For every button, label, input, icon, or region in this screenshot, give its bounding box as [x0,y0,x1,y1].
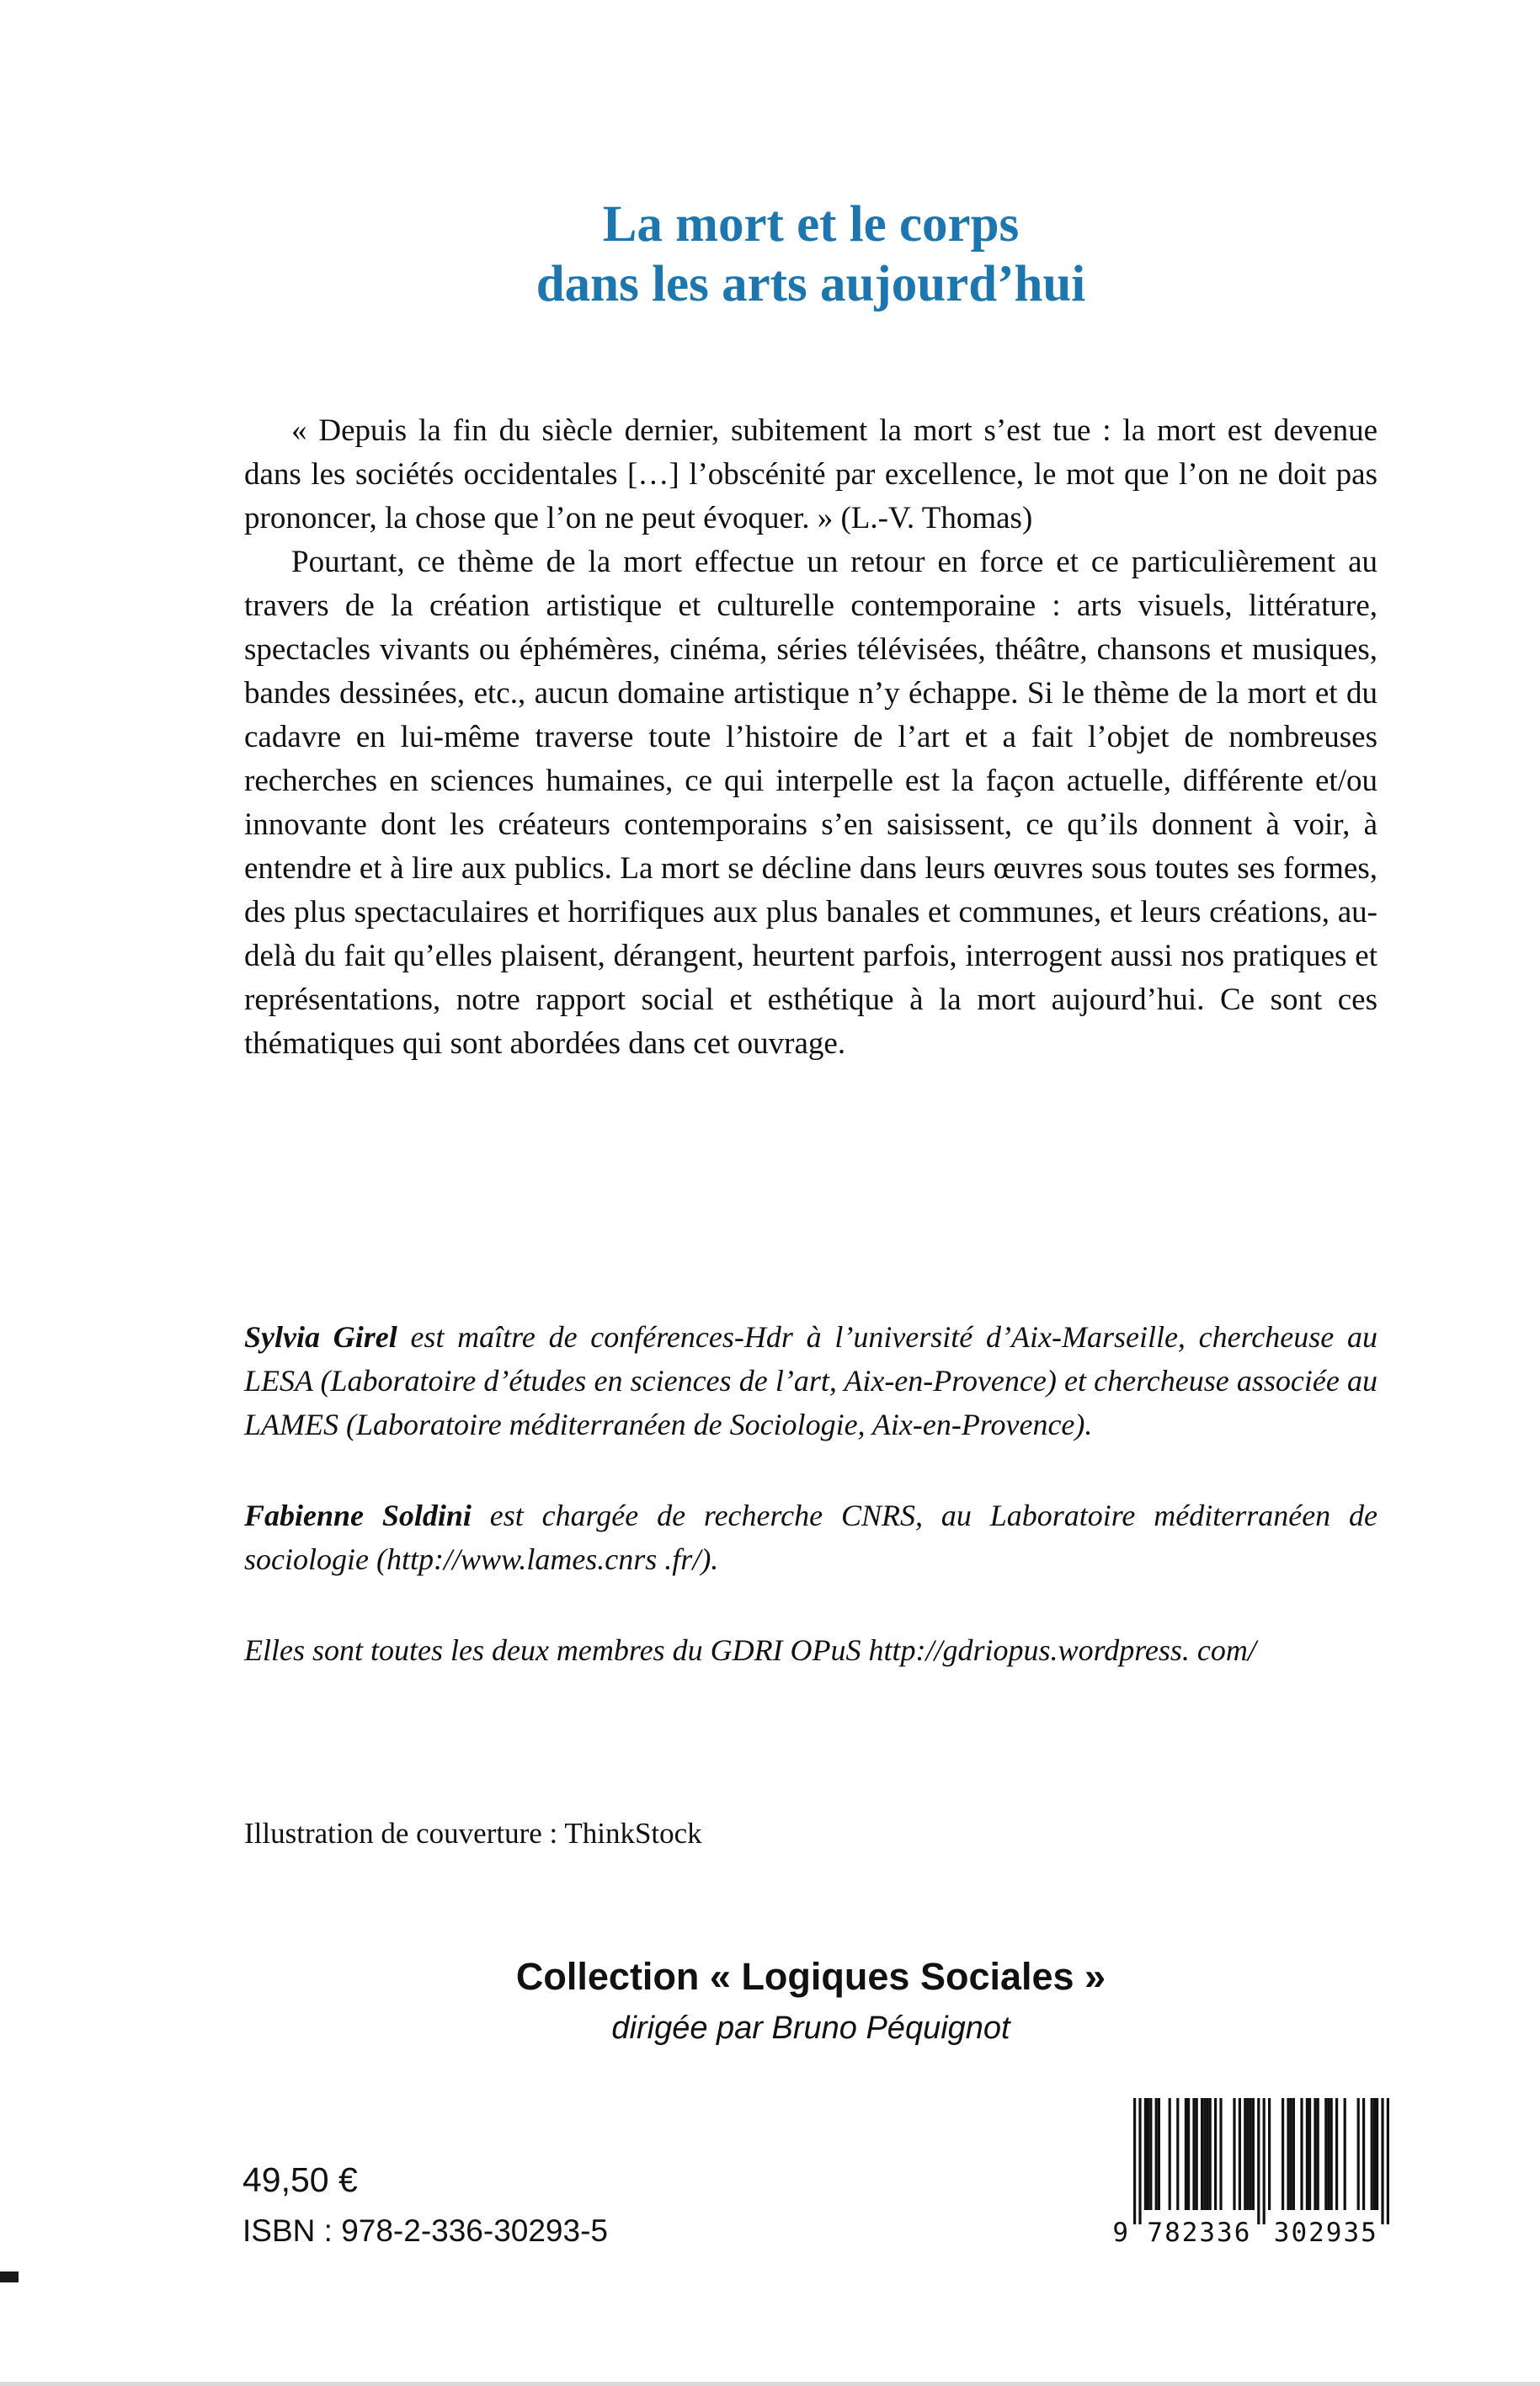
isbn-label: ISBN : 978-2-336-30293-5 [242,2213,608,2248]
author-name: Fabienne Soldini [244,1499,472,1532]
collection-block [244,1955,1377,2047]
back-cover-text [244,409,1377,1066]
author-name: Sylvia Girel [244,1320,397,1354]
price: 49,50 € [242,2160,358,2199]
svg-text:302935: 302935 [1273,2218,1378,2246]
book-title-line2: dans les arts aujourd’hui [536,255,1086,312]
svg-text:9: 9 [1112,2218,1128,2246]
barcode [1108,2098,1396,2246]
bio-text: est chargée de recherche CNRS, au Laboratoire méditerranéen de sociologie (http://www.lames.cnrs .fr/). [244,1499,1378,1576]
bio-text: Elles sont toutes les deux membres du GDRI OPuS http://gdriopus.wordpress. com/ [244,1633,1256,1667]
collection-title: Collection « Logiques Sociales » [515,1955,1106,1998]
cover-illustration-credit: Illustration de couverture : ThinkStock [244,1817,702,1850]
back-cover-quote: « Depuis la fin du siècle dernier, subitement la mort s’est tue : la mort est devenue dans les sociétés occidentales […] l’obscénité par excellence, le mot que l’on ne doit pas prononcer, la chose que l’on ne peut évoquer. » (L.-V. Thomas) [244,413,1377,535]
bio-paragraph-fabienne-soldini [244,1494,1377,1581]
printer-crop-mark [0,2271,19,2282]
back-cover-summary: Pourtant, ce thème de la mort effectue un retour en force et ce particulièrement au travers de la création artistique et culturelle contemporaine : arts visuels, littérature, spectacles vivants ou éphémères, cinéma, séries télévisées, théâtre, chansons et musiques, bandes dessinées, etc., aucun domaine artistique n’y échappe. Si le thème de la mort et du cadavre en lui-même traverse toute l’histoire de l’art et a fait l’objet de nombreuses recherches en sciences humaines, ce qui interpelle est la façon actuelle, différente et/ou innovante dont les créateurs contemporains s’en saisissent, ce qu’ils donnent à voir, à entendre et à lire aux publics. La mort se décline dans leurs œuvres sous toutes ses formes, des plus spectaculaires et horrifiques aux plus banales et communes, et leurs créations, au-delà du fait qu’elles plaisent, dérangent, heurtent parfois, interrogent aussi nos pratiques et représentations, notre rapport social et esthétique à la mort aujourd’hui. Ce sont ces thématiques qui sont abordées dans cet ouvrage. [244,545,1377,1061]
bio-paragraph-sylvia-girel [244,1315,1377,1446]
svg-text:782336: 782336 [1147,2218,1252,2246]
author-bios [244,1315,1377,1719]
page-edge [0,2382,1540,2386]
price-isbn-block [242,2160,608,2249]
bio-paragraph-shared [244,1628,1377,1672]
collection-director: dirigée par Bruno Péquignot [611,2011,1010,2046]
book-title [244,195,1377,315]
bio-text: est maître de conférences-Hdr à l’université d’Aix-Marseille, chercheuse au LESA (Laboratoire d’études en sciences de l’art, Aix-en-Provence) et chercheuse associée au LAMES (Laboratoire méditerranéen de Sociologie, Aix-en-Provence). [244,1320,1377,1441]
book-title-line1: La mort et le corps [602,196,1020,253]
